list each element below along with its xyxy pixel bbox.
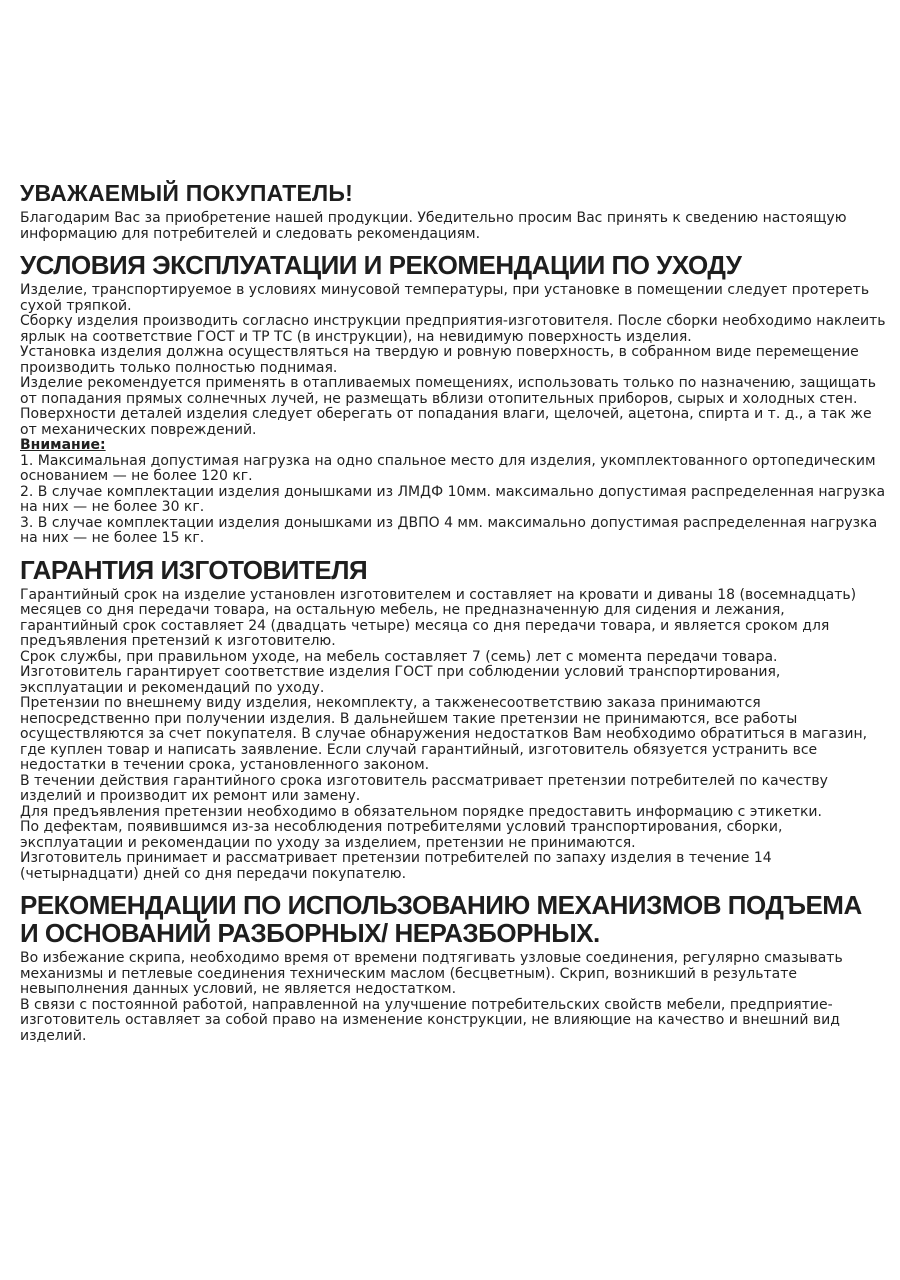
- usage-paragraph: Сборку изделия производить согласно инструкции предприятия-изготовителя. После сборки необходимо наклеить ярлык на соответствие ГОСТ и ТР ТС (в инструкции), на невидимую поверхность изделия.: [20, 313, 886, 345]
- warranty-paragraph: Срок службы, при правильном уходе, на мебель составляет 7 (семь) лет с момента передачи товара.: [20, 648, 778, 665]
- attention-item: 1. Максимальная допустимая нагрузка на одно спальное место для изделия, укомплектованного ортопедическим основанием — не более 120 кг.: [20, 452, 876, 484]
- usage-paragraph: Поверхности деталей изделия следует оберегать от попадания влаги, щелочей, ацетона, спирта и т. д., а так же от механических повреждений.: [20, 406, 872, 438]
- warranty-paragraph: Претензии по внешнему виду изделия, некомплекту, а такженесоответствию заказа принимаются непосредственно при получении изделия. В дальнейшем такие претензии не принимаются, все работы осуществляются за счет покупателя. В случае обнаружения недостатков Вам необходимо обратиться в магазин, где куплен товар и написать заявление. Если случай гарантийный, изготовитель обязуется устранить все недостатки в течении срока, установленного законом.: [20, 695, 868, 773]
- attention-item: 2. В случае комплектации изделия донышками из ЛМДФ 10мм. максимально допустимая распределенная нагрузка на них — не более 30 кг.: [20, 483, 886, 515]
- warranty-paragraph: Гарантийный срок на изделие установлен изготовителем и составляет на кровати и диваны 18 (восемнадцать) месяцев со дня передачи товара, на остальную мебель, не предназначенную для сидения и лежания, гарантийный срок составляет 24 (двадцать четыре) месяца со дня передачи товара, и является сроком для предъявления претензий к изготовителю.: [20, 586, 857, 649]
- mechanisms-paragraph: В связи с постоянной работой, направленной на улучшение потребительских свойств мебели, предприятие-изготовитель оставляет за собой право на изменение конструкции, не влияющие на качество и внешний вид изделий.: [20, 996, 840, 1044]
- section-mechanisms: [20, 891, 886, 1044]
- warranty-paragraph: В течении действия гарантийного срока изготовитель рассматривает претензии потребителей по качеству изделий и производит их ремонт или замену.: [20, 772, 828, 804]
- warranty-paragraph: Изготовитель принимает и рассматривает претензии потребителей по запаху изделия в течение 14 (четырнадцати) дней со дня передачи покупателю.: [20, 850, 772, 882]
- section-warranty: [20, 556, 886, 883]
- usage-paragraph: Изделие рекомендуется применять в отапливаемых помещениях, использовать только по назначению, защищать от попадания прямых солнечных лучей, не размещать вблизи отопительных приборов, сырых и холодных стен.: [20, 375, 876, 407]
- warranty-paragraph: Для предъявления претензии необходимо в обязательном порядке предоставить информацию с этикетки.: [20, 803, 822, 820]
- greeting-paragraph: Благодарим Вас за приобретение нашей продукции. Убедительно просим Вас принять к сведению настоящую информацию для потребителей и следовать рекомендациям.: [20, 210, 847, 242]
- usage-conditions-heading: УСЛОВИЯ ЭКСПЛУАТАЦИИ И РЕКОМЕНДАЦИИ ПО УХОДУ: [20, 250, 742, 280]
- attention-label-line: [20, 438, 886, 454]
- customer-info-document: [20, 181, 886, 1044]
- warranty-paragraph: Изготовитель гарантирует соответствие изделия ГОСТ при соблюдении условий транспортирования, эксплуатации и рекомендаций по уходу.: [20, 664, 781, 696]
- warranty-paragraph: По дефектам, появившимся из-за несоблюдения потребителями условий транспортирования, сборки, эксплуатации и рекомендации по уходу за изделием, претензии не принимаются.: [20, 819, 783, 851]
- section-usage-conditions: [20, 251, 886, 547]
- usage-paragraph: Изделие, транспортируемое в условиях минусовой температуры, при установке в помещении следует протереть сухой тряпкой.: [20, 282, 870, 314]
- greeting-heading: УВАЖАЕМЫЙ ПОКУПАТЕЛЬ!: [20, 180, 353, 206]
- mechanisms-paragraph: Во избежание скрипа, необходимо время от времени подтягивать узловые соединения, регулярно смазывать механизмы и петлевые соединения техническим маслом (бесцветным). Скрип, возникший в результате невыполнения данных условий, не является недостатком.: [20, 950, 843, 997]
- mechanisms-heading: РЕКОМЕНДАЦИИ ПО ИСПОЛЬЗОВАНИЮ МЕХАНИЗМОВ ПОДЪЕМА И ОСНОВАНИЙ РАЗБОРНЫХ/ НЕРАЗБОРНЫХ.: [20, 890, 862, 948]
- attention-label: Внимание:: [20, 437, 106, 453]
- usage-paragraph: Установка изделия должна осуществляться на твердую и ровную поверхность, в собранном виде перемещение производить только полностью поднимая.: [20, 344, 859, 376]
- section-greeting: [20, 181, 886, 242]
- attention-item: 3. В случае комплектации изделия донышками из ДВПО 4 мм. максимально допустимая распределенная нагрузка на них — не более 15 кг.: [20, 514, 878, 546]
- warranty-heading: ГАРАНТИЯ ИЗГОТОВИТЕЛЯ: [20, 554, 368, 585]
